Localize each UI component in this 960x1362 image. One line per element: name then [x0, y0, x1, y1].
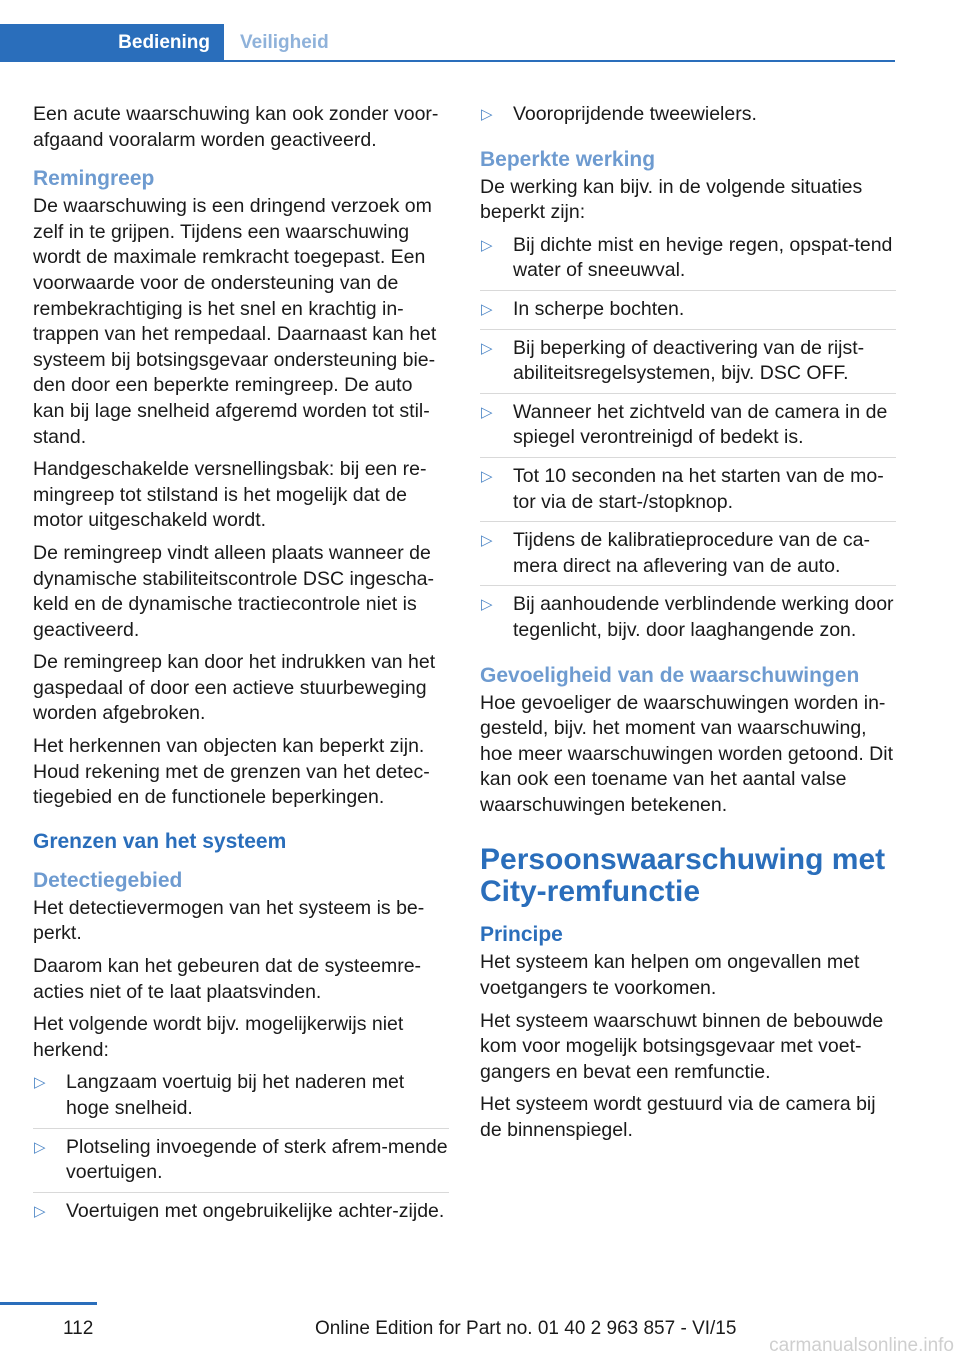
list-item-text: Bij beperking of deactivering van de rijst-abiliteitsregelsystemen, bijv. DSC OFF. [513, 336, 865, 385]
list-item [480, 528, 896, 586]
beperkte-paragraph: De werking kan bijv. in de volgende situaties beperkt zijn: [480, 175, 863, 224]
principe-paragraph-1: Het systeem kan helpen om ongevallen met voetgangers te voorkomen. [480, 951, 860, 1000]
detectie-paragraph-3: Het volgende wordt bijv. mogelijkerwijs niet herkend: [33, 1013, 404, 1061]
gevoeligheid-paragraph: Hoe gevoeliger de waarschuwingen worden in-gesteld, bijv. het moment van waarschuwing, hoe meer waarschuwingen worden getoond. Dit kan ook een toename van het aantal valse waarschuwingen betekenen. [480, 691, 893, 816]
triangle-bullet-icon: ▷ [481, 596, 493, 614]
principe-paragraph-3: Het systeem wordt gestuurd via de camera bij de binnenspiegel. [480, 1093, 876, 1142]
header-tabs [0, 24, 895, 62]
list-item-text: Langzaam voertuig bij het naderen met hoge snelheid. [66, 1071, 405, 1119]
triangle-bullet-icon: ▷ [481, 300, 493, 318]
list-item [480, 233, 896, 291]
remingreep-heading: Remingreep [33, 167, 155, 191]
list-item-text: Voertuigen met ongebruikelijke achter-zijde. [66, 1199, 445, 1222]
detectie-paragraph-1: Het detectievermogen van het systeem is be-perkt. [33, 896, 425, 945]
list-item-text: In scherpe bochten. [513, 297, 685, 320]
gevoeligheid-heading: Gevoeligheid van de waarschuwingen [480, 663, 860, 687]
footer-rule [0, 1302, 97, 1305]
list-item-text: Tijdens de kalibratieprocedure van de ca-mera direct na aflevering van de auto. [513, 529, 870, 577]
list-item-text: Bij dichte mist en hevige regen, opspat-tend water of sneeuwval. [513, 233, 893, 282]
list-item [480, 464, 896, 522]
beperkte-list [480, 233, 896, 650]
list-item-text: Bij aanhoudende verblindende werking door tegenlicht, bijv. door laaghangende zon. [513, 593, 894, 641]
tab-veiligheid[interactable]: Veiligheid [240, 32, 329, 53]
right-column [480, 102, 896, 1151]
list-item [480, 336, 896, 394]
principe-heading: Principe [480, 923, 563, 947]
triangle-bullet-icon: ▷ [481, 467, 493, 485]
list-item [480, 297, 896, 330]
grenzen-heading: Grenzen van het systeem [33, 829, 287, 853]
list-item-text: Wanneer het zichtveld van de camera in de spiegel verontreinigd of bedekt is. [513, 400, 888, 449]
detectie-paragraph-2: Daarom kan het gebeuren dat de systeemre-acties niet of te laat plaatsvinden. [33, 955, 422, 1003]
triangle-bullet-icon: ▷ [481, 106, 493, 123]
detectie-heading: Detectiegebied [33, 868, 183, 892]
header-rule [0, 60, 895, 62]
triangle-bullet-icon: ▷ [34, 1138, 46, 1156]
remingreep-paragraph-2: Handgeschakelde versnellingsbak: bij een re-mingreep tot stilstand is het mogelijk dat de motor uitgeschakeld wordt. [33, 458, 427, 532]
list-item-text: Vooroprijdende tweewielers. [513, 103, 757, 125]
watermark: carmanualsonline.info [769, 1335, 954, 1356]
remingreep-paragraph-1: De waarschuwing is een dringend verzoek om zelf in te grijpen. Tijdens een waarschuwing wordt de maximale remkracht toegepast. Een voorwaarde voor de ondersteuning van de rembekrachtiging is het snel en krachtig in-trappen van het rempedaal. Daarnaast kan het systeem bij botsingsgevaar ondersteuning bie-den door een beperkte remingreep. De auto kan bij lage snelheid afgeremd worden tot stil-stand. [33, 195, 437, 448]
intro-paragraph: Een acute waarschuwing kan ook zonder voor-afgaand vooralarm worden geactiveerd. [33, 103, 439, 151]
list-item [33, 1070, 449, 1128]
persoonswaarschuwing-heading: Persoonswaarschuwing met City-remfunctie [480, 843, 886, 909]
list-item-text: Tot 10 seconden na het starten van de mo-tor via de start-/stopknop. [513, 464, 884, 513]
triangle-bullet-icon: ▷ [481, 236, 493, 254]
list-item [33, 1199, 449, 1231]
triangle-bullet-icon: ▷ [481, 532, 493, 550]
triangle-bullet-icon: ▷ [481, 403, 493, 421]
triangle-bullet-icon: ▷ [34, 1202, 46, 1220]
remingreep-paragraph-4: De remingreep kan door het indrukken van het gaspedaal of door een actieve stuurbeweging worden afgebroken. [33, 651, 436, 725]
principe-paragraph-2: Het systeem waarschuwt binnen de bebouwde kom voor mogelijk botsingsgevaar met voet-gangers en bevat een remfunctie. [480, 1009, 884, 1083]
left-column [33, 102, 449, 1236]
tab-bediening[interactable]: Bediening [0, 24, 224, 62]
top-list [480, 102, 896, 134]
list-item [480, 592, 896, 649]
remingreep-paragraph-5: Het herkennen van objecten kan beperkt zijn. Houd rekening met de grenzen van het detec-tiegebied en de functionele beperkingen. [33, 735, 430, 809]
triangle-bullet-icon: ▷ [34, 1074, 46, 1092]
list-item [33, 1135, 449, 1193]
edition-note: Online Edition for Part no. 01 40 2 963 857 - VI/15 [315, 1318, 737, 1339]
detectie-list [33, 1070, 449, 1230]
page-number: 112 [63, 1318, 94, 1339]
beperkte-heading: Beperkte werking [480, 147, 656, 171]
list-item-text: Plotseling invoegende of sterk afrem-mende voertuigen. [66, 1135, 448, 1184]
triangle-bullet-icon: ▷ [481, 339, 493, 357]
remingreep-paragraph-3: De remingreep vindt alleen plaats wanneer de dynamische stabiliteitscontrole DSC ingescha-keld en de dynamische tractiecontrole niet is geactiveerd. [33, 541, 435, 641]
list-item [480, 400, 896, 458]
list-item [480, 102, 896, 134]
